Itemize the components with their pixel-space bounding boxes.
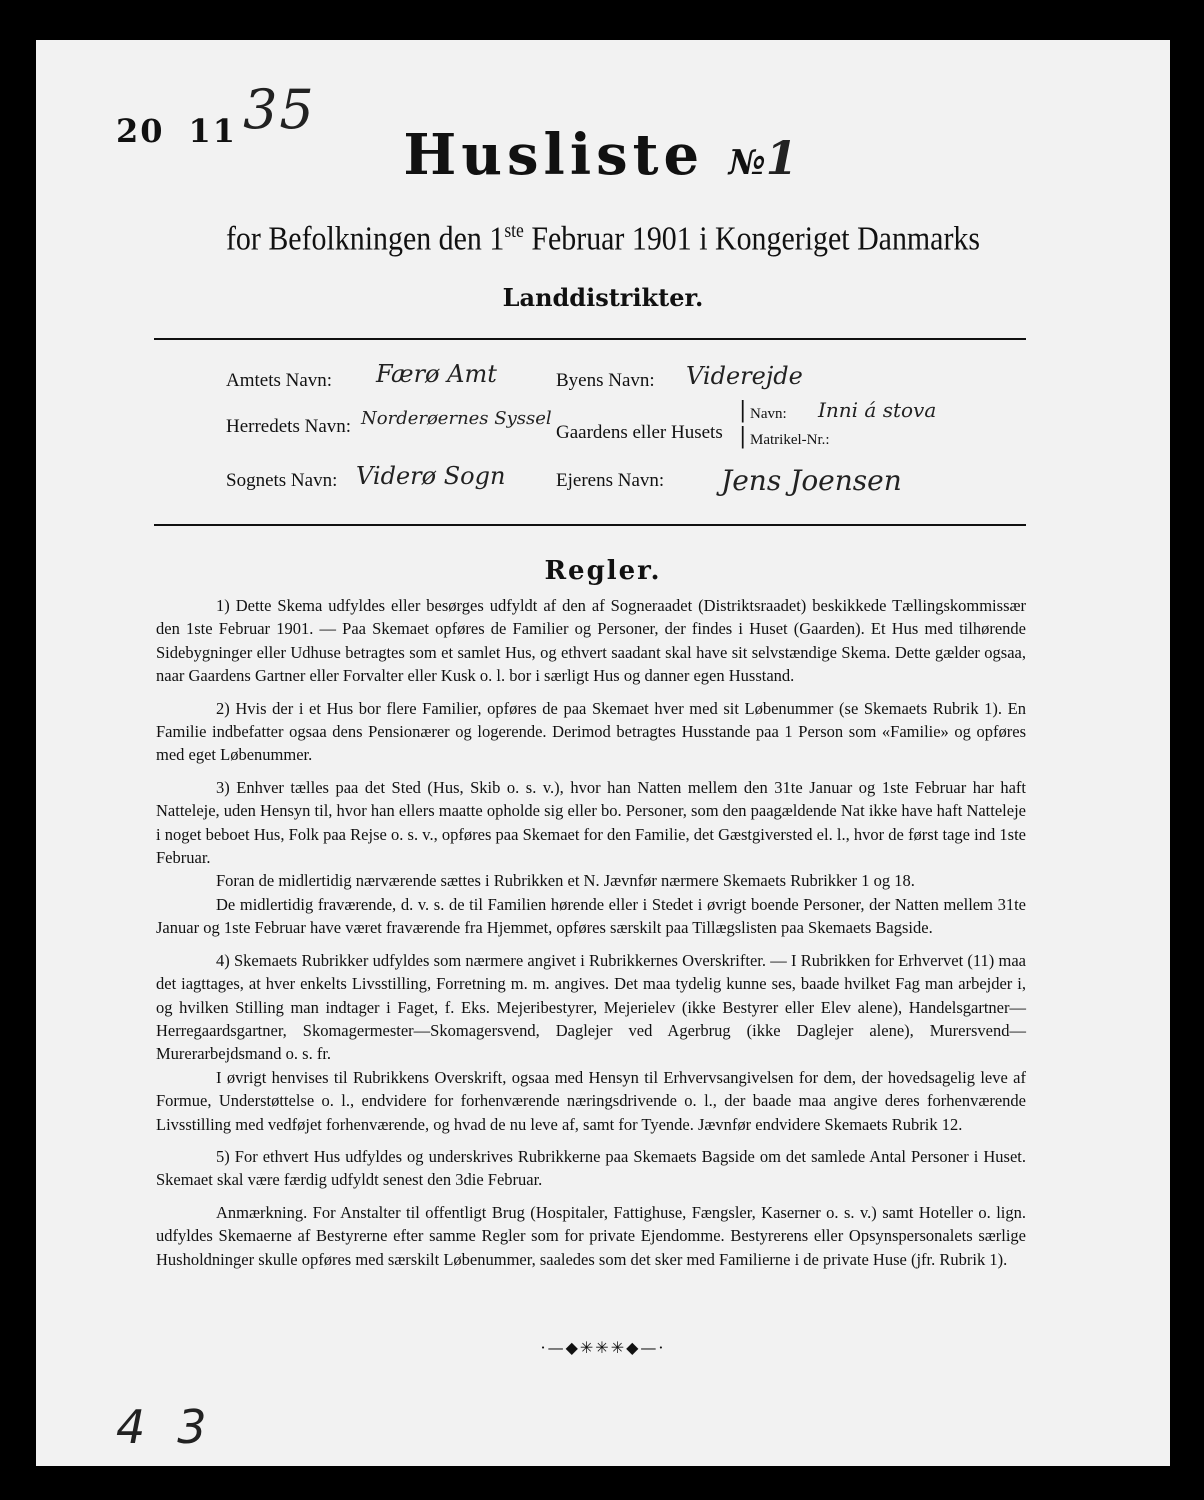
- handwritten-sheet-number: 35: [243, 78, 316, 141]
- rule-4-note: I øvrigt henvises til Rubrikkens Overskrift, ogsaa med Hensyn til Erhvervsangivelsen for dem, der hovedsagelig leve af Formue, Understøttelse o. l., endvidere for forhenværende næringsdrivende o. l., der baade maa angive deres forhenværende Livsstilling med vedføjet forhenværende, og hvad de nu leve af, samt for Tyende. Jævnfør endvidere Skemaets Rubrik 12.: [156, 1067, 1026, 1134]
- rule-3-note-a: Foran de midlertidig nærværende sættes i Rubrikken et N. Jævnfør nærmere Skemaets Rubrikker 1 og 18.: [216, 871, 915, 891]
- bottom-number-b: 3: [177, 1400, 207, 1454]
- stamp-number-b: 11: [188, 112, 238, 150]
- form-title: [36, 122, 1170, 188]
- bottom-divider: [154, 524, 1026, 526]
- gaard-label: Gaardens eller Husets: [556, 422, 723, 443]
- rule-2: 2) Hvis der i et Hus bor flere Familier, opføres de paa Skemaet hver med sit Løbenummer (se Skemaets Rubrik 1). En Familie indbefatter ogsaa dens Pensionærer og logerende. Derimod betragtes Husstande paa 1 Person som «Familie» og opføres med eget Løbenummer.: [156, 698, 1026, 765]
- sogn-label: Sognets Navn:: [226, 470, 338, 491]
- by-value: Viderejde: [686, 362, 803, 390]
- by-label: Byens Navn:: [556, 370, 655, 391]
- amt-label: Amtets Navn:: [226, 370, 333, 391]
- rule-remark: Anmærkning. For Anstalter til offentligt Brug (Hospitaler, Fattighuse, Fængsler, Kaserner o. s. v.) samt Hoteller o. lign. udfyldes Skemaerne af Bestyrerne efter samme Regler som for private Ejendomme. Bestyrerens eller Opsynspersonalets særlige Husholdninger skulle opføres med særskilt Løbenummer, saaledes som det sker med Familierne i de private Huse (jfr. Rubrik 1).: [156, 1202, 1026, 1269]
- ejer-value: Jens Joensen: [721, 464, 902, 497]
- brace-bottom: |: [739, 424, 747, 449]
- rule-3: 3) Enhver tælles paa det Sted (Hus, Skib o. s. v.), hvor han Natten mellem den 31te Januar og 1ste Februar har haft Natteleje, uden Hensyn til, hvor han ellers maatte opholde sig eller bo. Personer, som den paagældende Nat ikke have haft Natteleje i noget beboet Hus, Folk paa Rejse o. s. v., opføres paa Skemaet for den Familie, det Gæstgiversted el. l., hvor de først tage ind 1ste Februar.: [156, 777, 1026, 868]
- sogn-value: Viderø Sogn: [356, 462, 506, 490]
- stamp-number-a: 20: [116, 112, 165, 150]
- district-heading: Landdistrikter.: [502, 283, 704, 312]
- brace-top: |: [739, 398, 747, 423]
- navn-value: Inni á stova: [818, 398, 937, 422]
- title-main: Husliste: [403, 122, 705, 188]
- census-form-page: [36, 40, 1170, 1466]
- amt-value: Færø Amt: [376, 360, 497, 388]
- ornament-divider: ·—◆✳✳✳◆—·: [540, 1338, 666, 1357]
- rule-4: 4) Skemaets Rubrikker udfyldes som nærmere angivet i Rubrikkernes Overskrifter. — I Rubrikken for Erhvervet (11) maa det iagttages, at hver enkelts Livsstilling, Forretning m. m. angives. Det maa tydelig kunne ses, baade hvilket Fag man arbejder i, og hvilken Stilling man indtager i Faget, f. Eks. Mejeribestyrer, Mejerielev (ikke Bestyrer eller Elev alene), Handelsgartner—Herregaardsgartner, Skomagermester—Skomagersvend, Daglejer ved Agerbrug (ikke Daglejer alene), Murersvend—Murerarbejdsmand o. s. fr.: [156, 950, 1026, 1064]
- herred-label: Herredets Navn:: [226, 416, 352, 437]
- form-subtitle: [104, 220, 1102, 258]
- rules-heading: Regler.: [544, 556, 662, 586]
- bottom-handwritten-numbers: [116, 1400, 239, 1454]
- top-divider: [154, 338, 1026, 340]
- rule-3-note-b: De midlertidig fraværende, d. v. s. de til Familien hørende eller i Stedet i øvrigt boende Personer, der Natten mellem 31te Januar og 1ste Februar have været fraværende fra Hjemmet, opføres særskilt paa Tillægslisten paa Skemaets Bagside.: [156, 894, 1026, 938]
- herred-value: Norderøernes Syssel: [361, 408, 552, 429]
- navn-label: Navn:: [750, 406, 787, 422]
- rule-5: 5) For ethvert Hus udfyldes og underskrives Rubrikkerne paa Skemaets Bagside om det samlede Antal Personer i Huset. Skemaet skal være færdig udfyldt senest den 3die Februar.: [156, 1146, 1026, 1190]
- rule-1: 1) Dette Skema udfyldes eller besørges udfyldt af den af Sogneraadet (Distriktsraadet) beskikkede Tællingskommissær den 1ste Februar 1901. — Paa Skemaet opføres de Familier og Personer, der findes i Huset (Gaarden). Et Hus med tilhørende Sidebygninger eller Udhuse betragtes som et samlet Hus, og ethvert saadant skal have sit selvstændige Skema. Dette gælder ogsaa, naar Gaardens Gartner eller Forvalter eller Kusk o. l. bor i særligt Hus og danner egen Husstand.: [156, 596, 1026, 686]
- matrikel-label: Matrikel-Nr.:: [750, 432, 830, 448]
- subtitle-post: Februar 1901 i Kongeriget Danmarks: [523, 220, 981, 258]
- subtitle-pre: for Befolkningen den 1: [225, 220, 505, 258]
- rules-body: [156, 594, 1026, 1280]
- ejer-label: Ejerens Navn:: [556, 470, 665, 491]
- house-list-number: 1: [765, 131, 803, 185]
- subtitle-sup: ste: [504, 220, 524, 242]
- bottom-number-a: 4: [116, 1400, 146, 1454]
- number-sign: №: [728, 143, 766, 183]
